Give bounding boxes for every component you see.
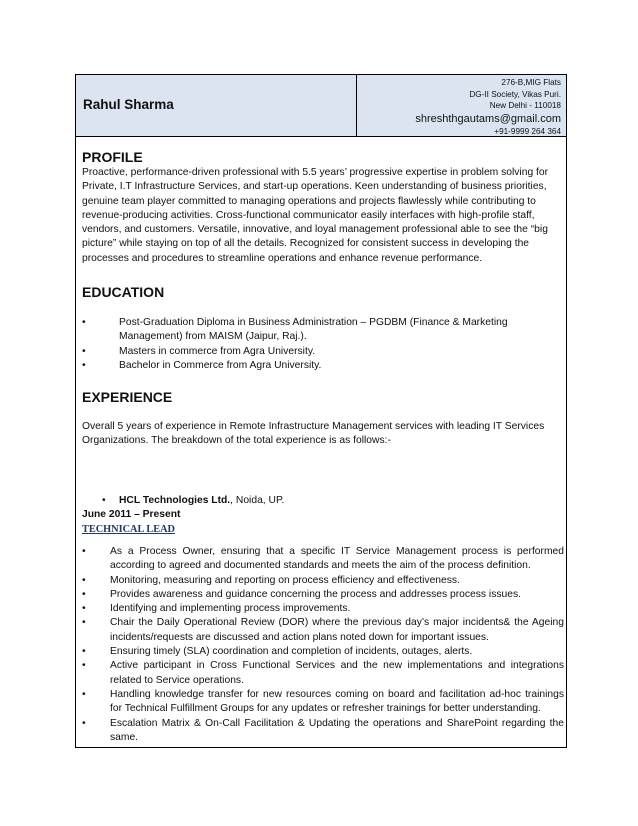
list-item: • Handling knowledge transfer for new resources coming on board and facilitation ad-hoc trainings for Technical Fulfillment Groups for any updates or refresher trainings for better understanding.: [82, 688, 564, 715]
education-list: [82, 316, 534, 373]
profile-text: Proactive, performance-driven professional with 5.5 years’ progressive expertise in problem solving for Private, I.T Infrastructure Services, and start-up operations. Keen understanding of business priorities, genuine team player committed to managing operations and projects flawlessly while contributing to revenue-producing activities. Cross-functional communicator easily interfaces with high-profile staff, vendors, and customers. Versatile, innovative, and loyal management professional able to see the “big picture” while staying on top of all the details. Recognized for consistent success in developing the processes and procedures to streamline operations and enhance revenue performance.: [82, 167, 549, 264]
email-link[interactable]: shreshthgautams@gmail.com: [415, 112, 561, 125]
address-line-1: 276-B,MIG Flats: [501, 78, 561, 87]
list-item: • Post-Graduation Diploma in Business Administration – PGDBM (Finance & Marketing Management) from MAISM (Jaipur, Raj.).: [82, 317, 508, 343]
list-item: • Identifying and implementing process improvements.: [82, 602, 564, 616]
bullet-icon: •: [82, 574, 86, 586]
bullet-icon: •: [82, 688, 86, 700]
bullet-icon: •: [82, 717, 86, 729]
list-item: • Escalation Matrix & On-Call Facilitation & Updating the operations and SharePoint regarding the same.: [82, 717, 564, 743]
bullet-icon: •: [82, 646, 86, 658]
header-divider: [356, 75, 357, 136]
bullet-icon: •: [102, 495, 106, 506]
bullet-icon: •: [82, 588, 86, 600]
role-title: TECHNICAL LEAD: [82, 524, 175, 535]
bullet-icon: •: [82, 660, 86, 672]
list-item: • Active participant in Cross Functional Services and the new implementations and integrations related to Service operations.: [82, 660, 564, 686]
responsibilities-list: [82, 545, 564, 745]
resume-page: [75, 74, 567, 748]
address-line-2: DG-II Society, Vikas Puri.: [469, 89, 561, 99]
employment-period: June 2011 – Present: [82, 509, 181, 520]
profile-heading: PROFILE: [82, 149, 143, 165]
list-item: • Bachelor in Commerce from Agra University.: [82, 359, 534, 373]
bullet-icon: •: [82, 546, 86, 557]
company-name: HCL Technologies Ltd.: [119, 495, 231, 506]
education-heading: EDUCATION: [82, 284, 165, 300]
bullet-icon: •: [82, 617, 86, 629]
company-location: , Noida, UP.: [230, 495, 285, 506]
list-item: • Monitoring, measuring and reporting on process efficiency and effectiveness.: [82, 574, 564, 588]
list-item: • Chair the Daily Operational Review (DOR) where the previous day’s major incidents& the Ageing incidents/requests are discussed and action plans noted down for important issues.: [82, 617, 564, 643]
bullet-icon: •: [82, 603, 86, 615]
bullet-icon: •: [82, 359, 86, 371]
experience-heading: EXPERIENCE: [82, 389, 173, 405]
list-item: • Provides awareness and guidance concerning the process and addresses process issues.: [82, 588, 564, 602]
candidate-name: Rahul Sharma: [83, 97, 174, 112]
bullet-icon: •: [82, 345, 86, 357]
bullet-icon: •: [82, 317, 86, 328]
address-line-3: New Delhi - 110018: [489, 101, 561, 110]
contact-block: [415, 77, 561, 137]
list-item: • Ensuring timely (SLA) coordination and completion of incidents, outages, alerts.: [82, 645, 564, 659]
list-item: • Masters in commerce from Agra University.: [82, 345, 534, 359]
phone-number: +91-9999 264 364: [494, 126, 561, 136]
resume-header: [76, 75, 566, 137]
list-item: • As a Process Owner, ensuring that a specific IT Service Management process is performed according to agreed and documented standards and meets the aim of the process definition.: [82, 546, 564, 572]
experience-intro: Overall 5 years of experience in Remote Infrastructure Management services with leading IT Services Organizations. The breakdown of the total experience is as follows:-: [82, 421, 545, 447]
